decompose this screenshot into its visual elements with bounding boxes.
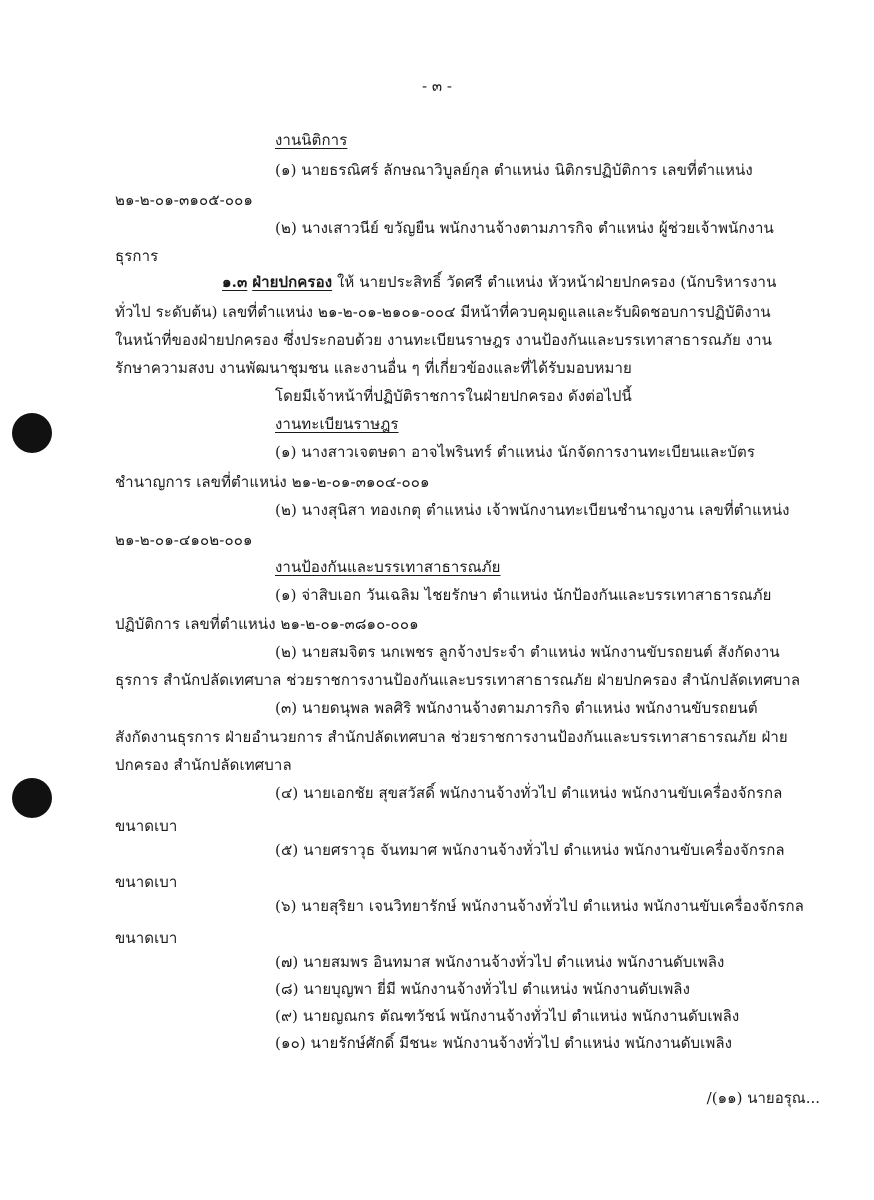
disaster-item-2-line-2: ธุรการ สำนักปลัดเทศบาล ช่วยราชการงานป้องกันและบรรเทาสาธารณภัย ฝ่ายปกครอง สำนักปลัดเทศบาล — [115, 671, 801, 689]
disaster-item-4-line-2: ขนาดเบา — [115, 817, 178, 835]
disaster-item-4-line-1: (๔) นายเอกชัย สุขสวัสดิ์ พนักงานจ้างทั่วไป ตำแหน่ง พนักงานขับเครื่องจักรกล — [275, 784, 783, 802]
admin-section-paragraph-line-3: ในหน้าที่ของฝ่ายปกครอง ซึ่งประกอบด้วย งานทะเบียนราษฎร งานป้องกันและบรรเทาสาธารณภัย งาน — [115, 331, 773, 349]
disaster-item-1-line-2: ปฏิบัติการ เลขที่ตำแหน่ง ๒๑-๒-๐๑-๓๘๑๐-๐๐๑ — [115, 615, 419, 633]
punch-hole — [12, 778, 52, 818]
disaster-item-8: (๘) นายบุญพา ยี่มี พนักงานจ้างทั่วไป ตำแหน่ง พนักงานดับเพลิง — [275, 980, 691, 998]
punch-hole — [12, 413, 52, 453]
disaster-item-5-line-2: ขนาดเบา — [115, 873, 178, 891]
legal-item-2-line-1: (๒) นางเสาวนีย์ ขวัญยืน พนักงานจ้างตามภารกิจ ตำแหน่ง ผู้ช่วยเจ้าพนักงาน — [275, 219, 774, 237]
disaster-item-9: (๙) นายญณกร ตัณฑวัชน์ พนักงานจ้างทั่วไป ตำแหน่ง พนักงานดับเพลิง — [275, 1007, 740, 1025]
admin-section-line-1-text: ให้ นายประสิทธิ์ วัดศรี ตำแหน่ง หัวหน้าฝ่ายปกครอง (นักบริหารงาน — [337, 273, 777, 291]
legal-item-1-line-2: ๒๑-๒-๐๑-๓๑๐๕-๐๐๑ — [115, 191, 253, 209]
disaster-item-10: (๑๐) นายรักษ์ศักดิ์ มีชนะ พนักงานจ้างทั่วไป ตำแหน่ง พนักงานดับเพลิง — [275, 1034, 733, 1052]
admin-section-paragraph-line-1 — [222, 272, 776, 292]
registry-item-1-line-1: (๑) นางสาวเจตษดา อาจไพรินทร์ ตำแหน่ง นักจัดการงานทะเบียนและบัตร — [275, 443, 756, 461]
section-heading-registry: งานทะเบียนราษฎร — [275, 415, 399, 433]
disaster-item-6-line-2: ขนาดเบา — [115, 929, 178, 947]
disaster-item-7: (๗) นายสมพร อินทมาส พนักงานจ้างทั่วไป ตำแหน่ง พนักงานดับเพลิง — [275, 953, 725, 971]
page-number: - ๓ - — [422, 77, 452, 95]
disaster-item-3-line-3: ปกครอง สำนักปลัดเทศบาล — [115, 756, 292, 774]
admin-section-title: ฝ่ายปกครอง — [252, 273, 333, 291]
disaster-item-5-line-1: (๕) นายศราวุธ จันทมาศ พนักงานจ้างทั่วไป ตำแหน่ง พนักงานขับเครื่องจักรกล — [275, 841, 785, 859]
continuation-footer: /(๑๑) นายอรุณ... — [706, 1089, 820, 1107]
registry-item-1-line-2: ชำนาญการ เลขที่ตำแหน่ง ๒๑-๒-๐๑-๓๑๐๔-๐๐๑ — [115, 473, 430, 491]
admin-section-number: ๑.๓ — [222, 273, 248, 291]
registry-item-2-line-1: (๒) นางสุนิสา ทองเกตุ ตำแหน่ง เจ้าพนักงานทะเบียนชำนาญงาน เลขที่ตำแหน่ง — [275, 501, 790, 519]
disaster-item-6-line-1: (๖) นายสุริยา เจนวิทยารักษ์ พนักงานจ้างทั่วไป ตำแหน่ง พนักงานขับเครื่องจักรกล — [275, 897, 804, 915]
disaster-item-3-line-1: (๓) นายดนุพล พลศิริ พนักงานจ้างตามภารกิจ ตำแหน่ง พนักงานขับรถยนต์ — [275, 699, 758, 717]
section-heading-disaster: งานป้องกันและบรรเทาสาธารณภัย — [275, 558, 501, 576]
section-heading-legal: งานนิติการ — [275, 131, 348, 149]
registry-item-2-line-2: ๒๑-๒-๐๑-๔๑๐๒-๐๐๑ — [115, 531, 253, 549]
disaster-item-1-line-1: (๑) จ่าสิบเอก วันเฉลิม ไชยรักษา ตำแหน่ง นักป้องกันและบรรเทาสาธารณภัย — [275, 586, 772, 604]
admin-section-paragraph-line-4: รักษาความสงบ งานพัฒนาชุมชน และงานอื่น ๆ ที่เกี่ยวข้องและที่ได้รับมอบหมาย — [115, 359, 632, 377]
disaster-item-3-line-2: สังกัดงานธุรการ ฝ่ายอำนวยการ สำนักปลัดเทศบาล ช่วยราชการงานป้องกันและบรรเทาสาธารณภัย ฝ่าย — [115, 728, 788, 746]
legal-item-2-line-2: ธุรการ — [115, 247, 159, 265]
legal-item-1-line-1: (๑) นายธรณิศร์ ลักษณาวิบูลย์กุล ตำแหน่ง นิติกรปฏิบัติการ เลขที่ตำแหน่ง — [275, 161, 753, 179]
disaster-item-2-line-1: (๒) นายสมจิตร นกเพชร ลูกจ้างประจำ ตำแหน่ง พนักงานขับรถยนต์ สังกัดงาน — [275, 643, 780, 661]
admin-section-paragraph-line-2: ทั่วไป ระดับต้น) เลขที่ตำแหน่ง ๒๑-๒-๐๑-๒๑๐๑-๐๐๔ มีหน้าที่ควบคุมดูแลและรับผิดชอบการปฏิบัติงาน — [115, 303, 771, 321]
admin-staff-intro: โดยมีเจ้าหน้าที่ปฏิบัติราชการในฝ่ายปกครอง ดังต่อไปนี้ — [275, 387, 632, 405]
